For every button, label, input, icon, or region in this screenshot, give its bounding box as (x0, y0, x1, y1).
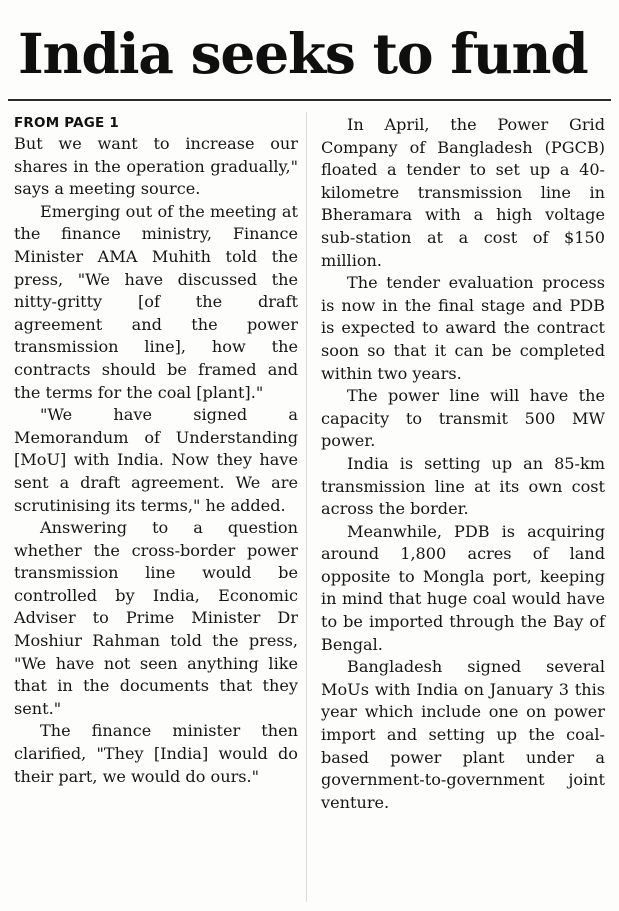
paragraph: The finance minister then clarified, "They [India] would do their part, we would do ours." (14, 721, 298, 786)
paragraph: Emerging out of the meeting at the finance ministry, Finance Minister AMA Muhith told the press, "We have discussed the nitty-gritty [of the draft agreement and the power transmission line], how the contracts should be framed and the terms for the coal [plant]." (14, 201, 298, 402)
paragraph: Meanwhile, PDB is acquiring around 1,800 acres of land opposite to Mongla port, keeping in mind that huge coal would have to be imported through the Bay of Bengal. (321, 521, 605, 654)
kicker-from-page-1: FROM PAGE 1 (14, 115, 119, 131)
paragraph: The power line will have the capacity to transmit 500 MW power. (321, 386, 605, 451)
headline-rule (8, 99, 611, 101)
paragraph: But we want to increase our shares in the operation gradually," says a meeting source. (14, 134, 298, 199)
paragraph: India is setting up an 85-km transmission line at its own cost across the border. (321, 453, 605, 519)
paragraph: "We have signed a Memorandum of Understanding [MoU] with India. Now they have sent a draft agreement. We are scrutinising its terms," he added. (14, 405, 298, 515)
paragraph: Bangladesh signed several MoUs with India on January 3 this year which include one on power import and setting up the coal-based power plant under a government-to-government joint venture. (321, 657, 605, 812)
left-column (14, 114, 298, 788)
paragraph: In April, the Power Grid Company of Bangladesh (PGCB) floated a tender to set up a 40-kilometre transmission line in Bheramara with a high voltage sub-station at a cost of $150 million. (321, 115, 605, 270)
headline: India seeks to fund (18, 21, 588, 86)
right-column (321, 114, 605, 814)
paragraph: The tender evaluation process is now in the final stage and PDB is expected to award the contract soon so that it can be completed within two years. (321, 273, 605, 383)
paragraph: Answering to a question whether the cross-border power transmission line would be controlled by India, Economic Adviser to Prime Minister Dr Moshiur Rahman told the press, "We have not seen anything like that in the documents that they sent." (14, 518, 298, 718)
column-divider (306, 112, 307, 902)
